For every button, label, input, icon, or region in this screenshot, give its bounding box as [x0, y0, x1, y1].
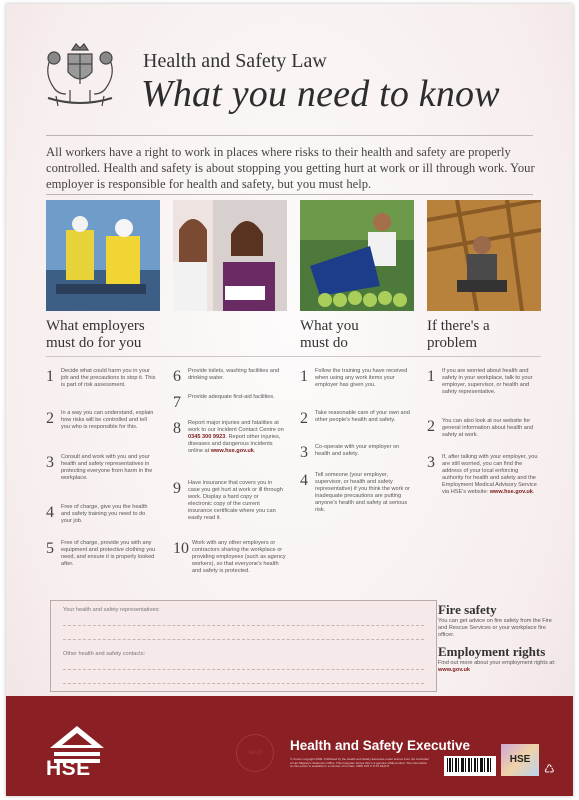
photo-workers-hi-vis	[46, 200, 160, 311]
photo-roof-worker	[427, 200, 541, 311]
item-number: 8	[173, 420, 181, 437]
contacts-line	[63, 669, 424, 670]
item-text-part: .	[253, 448, 256, 455]
item-number: 1	[300, 368, 308, 385]
item-number: 4	[300, 472, 308, 489]
you-heading-line2: must do	[300, 335, 348, 351]
employment-rights-body: Find out more about your employment rights at:	[438, 660, 556, 666]
recycle-icon: ♺	[544, 762, 555, 776]
item-text: Provide adequate first-aid facilities.	[188, 394, 275, 400]
royal-coat-of-arms-icon	[40, 40, 120, 112]
item-text	[188, 420, 284, 455]
organisation-name: Health and Safety Executive	[290, 738, 471, 753]
contacts-label: Other health and safety contacts:	[63, 651, 146, 657]
item-text-part: Report major injuries and fatalities at work to our Incident Contact Centre on	[188, 420, 284, 434]
copyright-fine-print: © Crown copyright 2009. Published by the Health and Safety Executive under licence from the Controller of Her Majesty's Stationery Office. This hologram shows this is a genuine HSE product. The information on this poster is available in a number of formats. ISBN 978 0 7176 6344 8	[290, 757, 429, 769]
item-number: 7	[173, 394, 181, 411]
divider	[46, 356, 541, 357]
item-number: 9	[173, 480, 181, 497]
item-text: Work with any other employers or contractors sharing the workplace or providing employees (such as agency workers), so that everyone's health and safety is protected.	[192, 540, 286, 575]
representatives-label: Your health and safety representatives:	[63, 607, 160, 613]
item-number: 3	[427, 454, 435, 471]
item-number: 4	[46, 504, 54, 521]
item-text: Take reasonable care of your own and other people's health and safety.	[315, 410, 410, 424]
item-number: 5	[46, 540, 54, 557]
employment-rights-text	[438, 660, 558, 674]
divider	[46, 135, 533, 136]
item-text: Consult and work with you and your health and safety representatives in protecting everyone from harm in the workplace.	[61, 454, 153, 482]
item-text: Co-operate with your employer on health and safety.	[315, 444, 400, 458]
item-text-part: .	[532, 489, 535, 496]
employers-heading	[46, 318, 145, 352]
item-text: Follow the training you have received when using any work items your employer has given you.	[315, 368, 408, 389]
item-text: Free of charge, provide you with any equipment and protective clothing you need, and ensure it is properly looked after.	[61, 540, 156, 568]
item-text: Tell someone (your employer, supervisor, or health and safety representative) if you think the work or inadequate precautions are putting anyone's health and safety at serious risk.	[315, 472, 410, 514]
item-text: Decide what could harm you in your job and the precautions to stop it. This is part of risk assessment.	[61, 368, 156, 389]
representatives-box	[50, 600, 437, 692]
item-text: Free of charge, give you the health and safety training you need to do your job.	[61, 504, 148, 525]
hse-logo-text: HSE	[46, 757, 91, 780]
photo-market-worker	[300, 200, 414, 311]
problem-heading	[427, 318, 490, 352]
item-number: 1	[427, 368, 435, 385]
intro-text: All workers have a right to work in places where risks to their health and safety are properly controlled. Health and safety is about stopping you getting hurt at work or ill through work. Your employer is responsible for health and safety, but you must help.	[46, 145, 535, 191]
fire-safety-heading: Fire safety	[438, 602, 497, 617]
item-number: 2	[46, 410, 54, 427]
item-number: 6	[173, 368, 181, 385]
you-heading-line1: What you	[300, 318, 359, 334]
item-text: Provide toilets, washing facilities and drinking water.	[188, 368, 280, 382]
item-text-part: If, after talking with your employer, you are still worried, you can find the address of your local enforcing authority for health and safety and the Employment Medical Advisory Service via HSE's website:	[442, 454, 538, 496]
employers-heading-line1: What employers	[46, 318, 145, 334]
item-number: 2	[300, 410, 308, 427]
item-text-part: . Report other injuries, diseases and dangerous incidents online at	[188, 434, 281, 455]
item-text: You can also look at our website for general information about health and safety at work.	[442, 418, 534, 439]
divider	[46, 194, 533, 195]
item-number: 10	[173, 540, 189, 557]
hse-website-link[interactable]: www.hse.gov.uk	[489, 489, 533, 496]
problem-heading-line1: If there's a	[427, 318, 490, 334]
gov-uk-link[interactable]: www.gov.uk	[438, 667, 471, 674]
poster	[6, 4, 573, 796]
employers-heading-line2: must do for you	[46, 335, 142, 351]
item-number: 2	[427, 418, 435, 435]
hologram-hse-logo: HSE	[501, 744, 539, 776]
item-text	[442, 454, 538, 497]
item-number: 1	[46, 368, 54, 385]
photo-women-talking	[173, 200, 287, 311]
you-heading	[300, 318, 359, 352]
page-title: What you need to know	[141, 73, 500, 115]
item-text: If you are worried about health and safety in your workplace, talk to your employer, supervisor, or health and safety representative.	[442, 368, 533, 396]
item-number: 3	[300, 444, 308, 461]
representatives-line	[63, 639, 424, 640]
item-text: In a way you can understand, explain how risks will be controlled and tell you who is responsible for this.	[61, 410, 154, 431]
fire-safety-text: You can get advice on fire safety from the Fire and Rescue Services or your workplace fire officer.	[438, 618, 552, 639]
item-number: 3	[46, 454, 54, 471]
contacts-line	[63, 683, 424, 684]
representatives-line	[63, 625, 424, 626]
incident-phone-number: 0345 300 9923	[188, 434, 226, 441]
problem-heading-line2: problem	[427, 335, 477, 351]
hse-website-link[interactable]: www.hse.gov.uk	[210, 448, 254, 455]
barcode-icon	[444, 756, 496, 776]
item-text: Have insurance that covers you in case you get hurt at work or ill through work. Display a hard copy or electronic copy of the current insurance certificate where you can easily read it.	[188, 480, 283, 522]
hologram-stamp: VALID	[236, 734, 274, 772]
subtitle: Health and Safety Law	[143, 50, 327, 72]
employment-rights-heading: Employment rights	[438, 644, 546, 659]
